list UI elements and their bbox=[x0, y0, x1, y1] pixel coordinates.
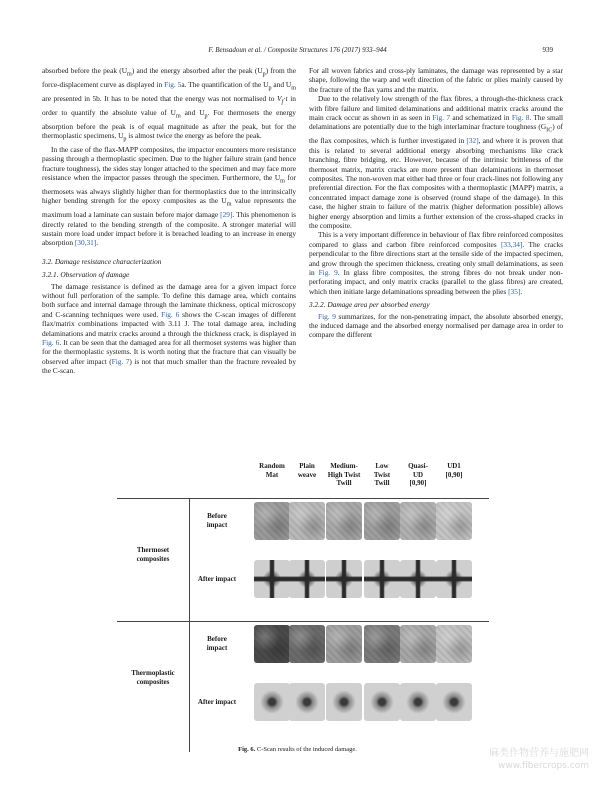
group-rule bbox=[117, 621, 489, 622]
cscan-image bbox=[289, 560, 325, 598]
group-divider bbox=[189, 498, 190, 752]
cscan-image bbox=[364, 560, 400, 598]
column-header-line: Random bbox=[259, 462, 285, 470]
watermark bbox=[489, 748, 589, 772]
cscan-image bbox=[254, 683, 290, 721]
column-header-line: [0,90] bbox=[445, 470, 463, 479]
cscan-image bbox=[254, 560, 290, 598]
paragraph: The damage resistance is defined as the damage area for a given impact force without full perforation of the sample. To define this damage area, which contains both surface and internal damage through the laminate thickness, optical microscopy and C-scanning techniques were used. Fig. 6 shows the C-scan images of different flax/matrix combinations impacted with 3.11 J. The total damage area, including delaminations and matrix cracks around a through the thickness crack, is displayed in Fig. 6. It can be seen that the damaged area for all thermoset systems was higher than for the thermoplastic systems. It is worth noting that the fracture that can visually be observed after impact (Fig. 7) is not that much smaller than the fracture revealed by the C-scan. bbox=[42, 281, 297, 376]
cscan-image bbox=[436, 560, 472, 598]
paragraph: This is a very important difference in behaviour of flax fibre reinforced composites compared to glass and carbon fibre reinforced composites [33,34]. The cracks perpendicular to the fibre directions start at the tensile side of the impacted specimen, and grow through the specimen thickness, creating only small delaminations, as seen in Fig. 9. In glass fibre composites, the strong fibres do not break under non-perforating impact, and only matrix cracks (parallel to the glass fibres) are created, which then initiate large delaminations spreading between the plies [35]. bbox=[309, 230, 564, 296]
watermark-title: 麻类作物营养与施肥网 bbox=[489, 748, 589, 759]
group-label bbox=[117, 546, 189, 564]
row-label-line: After impact bbox=[197, 698, 237, 706]
subsection-heading: 3.2.2. Damage area per absorbed energy bbox=[309, 300, 430, 310]
group-label-line: composites bbox=[136, 555, 170, 563]
cscan-image bbox=[254, 625, 290, 663]
paragraph: absorbed before the peak $(U_m)$ and the energy absorbed after the peak $(U_p)$ from the force-displacement curve as displayed in Fig. 5a. The quantification of the $U_p$ and $U_m$ are presented in 5b. It has to be noted that the energy was not normalised to $V_f\cdot t$ in order to quantify the absolute value of $U_m$ and $U_p$. For thermosets the energy absorption before the peak is of equal magnitude as after the peak, but for the thermoplastic specimens, $U_p$ is almost twice the energy as before the peak. bbox=[42, 66, 296, 143]
cscan-image bbox=[254, 502, 290, 540]
group-label bbox=[117, 669, 189, 687]
cscan-image bbox=[400, 502, 436, 540]
column-header-line: Twill bbox=[374, 479, 390, 487]
column-header-line: Twist bbox=[373, 470, 391, 479]
cscan-image bbox=[289, 625, 325, 663]
paragraph: Fig. 9 summarizes, for the non-penetrating impact, the absolute absorbed energy, the induced damage and the absorbed energy normalised per damage area in order to compare the different bbox=[309, 311, 564, 340]
header-rule bbox=[117, 498, 489, 499]
group-label-line: composites bbox=[136, 678, 170, 686]
journal-citation: F. Bensadoun et al. / Composite Structures 176 (2017) 933–944 bbox=[208, 46, 387, 54]
row-label bbox=[191, 635, 243, 653]
paragraph: Due to the relatively low strength of the flax fibres, a through-the-thickness crack with fibre failure and limited delaminations and additional matrix cracks around the main crack occur as shown in as seen in Fig. 7 and schematized in Fig. 8. The small delaminations are potentially due to the high interlaminar fracture toughness $(G_{IC})$ of the flax composites, which is further investigated in [32], and where it is proven that this is related to several additional energy absorbing mechanisms like crack branching, fibre bridging, etc. However, because of the intrinsic brittleness of the thermoset matrix, matrix cracks are more present than delaminations in thermoset composites. The non-woven mat either had three or four crack-lines not following any preferential direction. For the flax composites with a thermoplastic (MAPP) matrix, a concentrated impact damage zone is observed (round shape of the damage). In this case, the higher strain to failure of the matrix (higher deformation possible) allows higher energy absorption and limits a further extension of the cross-shaped cracks in the composite. bbox=[309, 94, 564, 230]
cscan-image bbox=[326, 683, 362, 721]
paragraph: For all woven fabrics and cross-ply laminates, the damage was represented by a star shape, following the warp and weft direction of the fabric or plies mainly caused by the fracture of the flax yarns and the matrix. bbox=[309, 66, 563, 94]
group-label-line: Thermoplastic bbox=[131, 669, 175, 677]
cscan-image bbox=[326, 502, 362, 540]
column-header-line: Mat bbox=[265, 470, 279, 479]
cscan-image bbox=[400, 683, 436, 721]
column-header-line: Plain bbox=[299, 462, 315, 470]
left-column bbox=[42, 66, 296, 376]
cscan-image bbox=[364, 625, 400, 663]
row-label-line: After impact bbox=[197, 575, 237, 583]
row-label bbox=[191, 512, 243, 530]
row-label-line: impact bbox=[206, 644, 228, 652]
cscan-image bbox=[326, 560, 362, 598]
column-header-line: UD bbox=[412, 470, 424, 479]
page-number: 939 bbox=[542, 46, 553, 54]
column-header-line: Medium- bbox=[330, 462, 358, 470]
cscan-image bbox=[436, 502, 472, 540]
column-header-line: weave bbox=[297, 470, 317, 479]
column-header-line: Twill bbox=[336, 479, 352, 487]
row-label-line: impact bbox=[206, 521, 228, 529]
cscan-figure bbox=[117, 462, 489, 752]
watermark-url: www.fibercrops.com bbox=[498, 761, 589, 771]
cscan-image bbox=[364, 683, 400, 721]
cscan-image bbox=[400, 560, 436, 598]
row-label-line: Before bbox=[207, 512, 227, 520]
row-label-line: Before bbox=[207, 635, 227, 643]
column-header-line: Low bbox=[375, 462, 389, 470]
group-label-line: Thermoset bbox=[136, 546, 170, 554]
cscan-image bbox=[436, 625, 472, 663]
cscan-image bbox=[400, 625, 436, 663]
subsection-heading: 3.2.1. Observation of damage bbox=[42, 270, 130, 280]
section-heading: 3.2. Damage resistance characterization bbox=[42, 256, 162, 266]
right-column bbox=[309, 66, 563, 340]
running-header bbox=[42, 46, 553, 58]
cscan-image bbox=[364, 502, 400, 540]
row-label bbox=[191, 575, 243, 584]
column-header bbox=[431, 462, 477, 479]
column-header-line: [0,90] bbox=[409, 479, 427, 487]
paragraph: In the case of the flax-MAPP composites, the impactor encounters more resistance passing through a thermoplastic specimen. Due to the higher failure strain (and hence fracture toughness), the sides stay longer attached to the specimen and may face more resistance when the impactor passes through the specimen. Furthermore, the $U_m$ for thermosets was always slightly higher than for thermoplastics due to the intrinsically higher bending strength for the epoxy composites as the $U_m$ value represents the maximum load a laminate can sustain before major damage [29]. This phenomenon is directly related to the bending strength of the composite. A stronger material will sustain more load under impact before it is breached leading to an increase in energy absorption [30,31]. bbox=[42, 144, 296, 248]
row-label bbox=[191, 698, 243, 707]
column-header-line: Quasi- bbox=[408, 462, 428, 470]
cscan-image bbox=[289, 683, 325, 721]
column-header-line: High Twist bbox=[327, 470, 361, 479]
column-header-line: UD1 bbox=[447, 462, 461, 470]
cscan-image bbox=[289, 502, 325, 540]
cscan-image bbox=[436, 683, 472, 721]
caption-label: Fig. 6. bbox=[238, 746, 256, 753]
caption-text: C-Scan results of the induced damage. bbox=[256, 746, 357, 753]
cscan-image bbox=[326, 625, 362, 663]
